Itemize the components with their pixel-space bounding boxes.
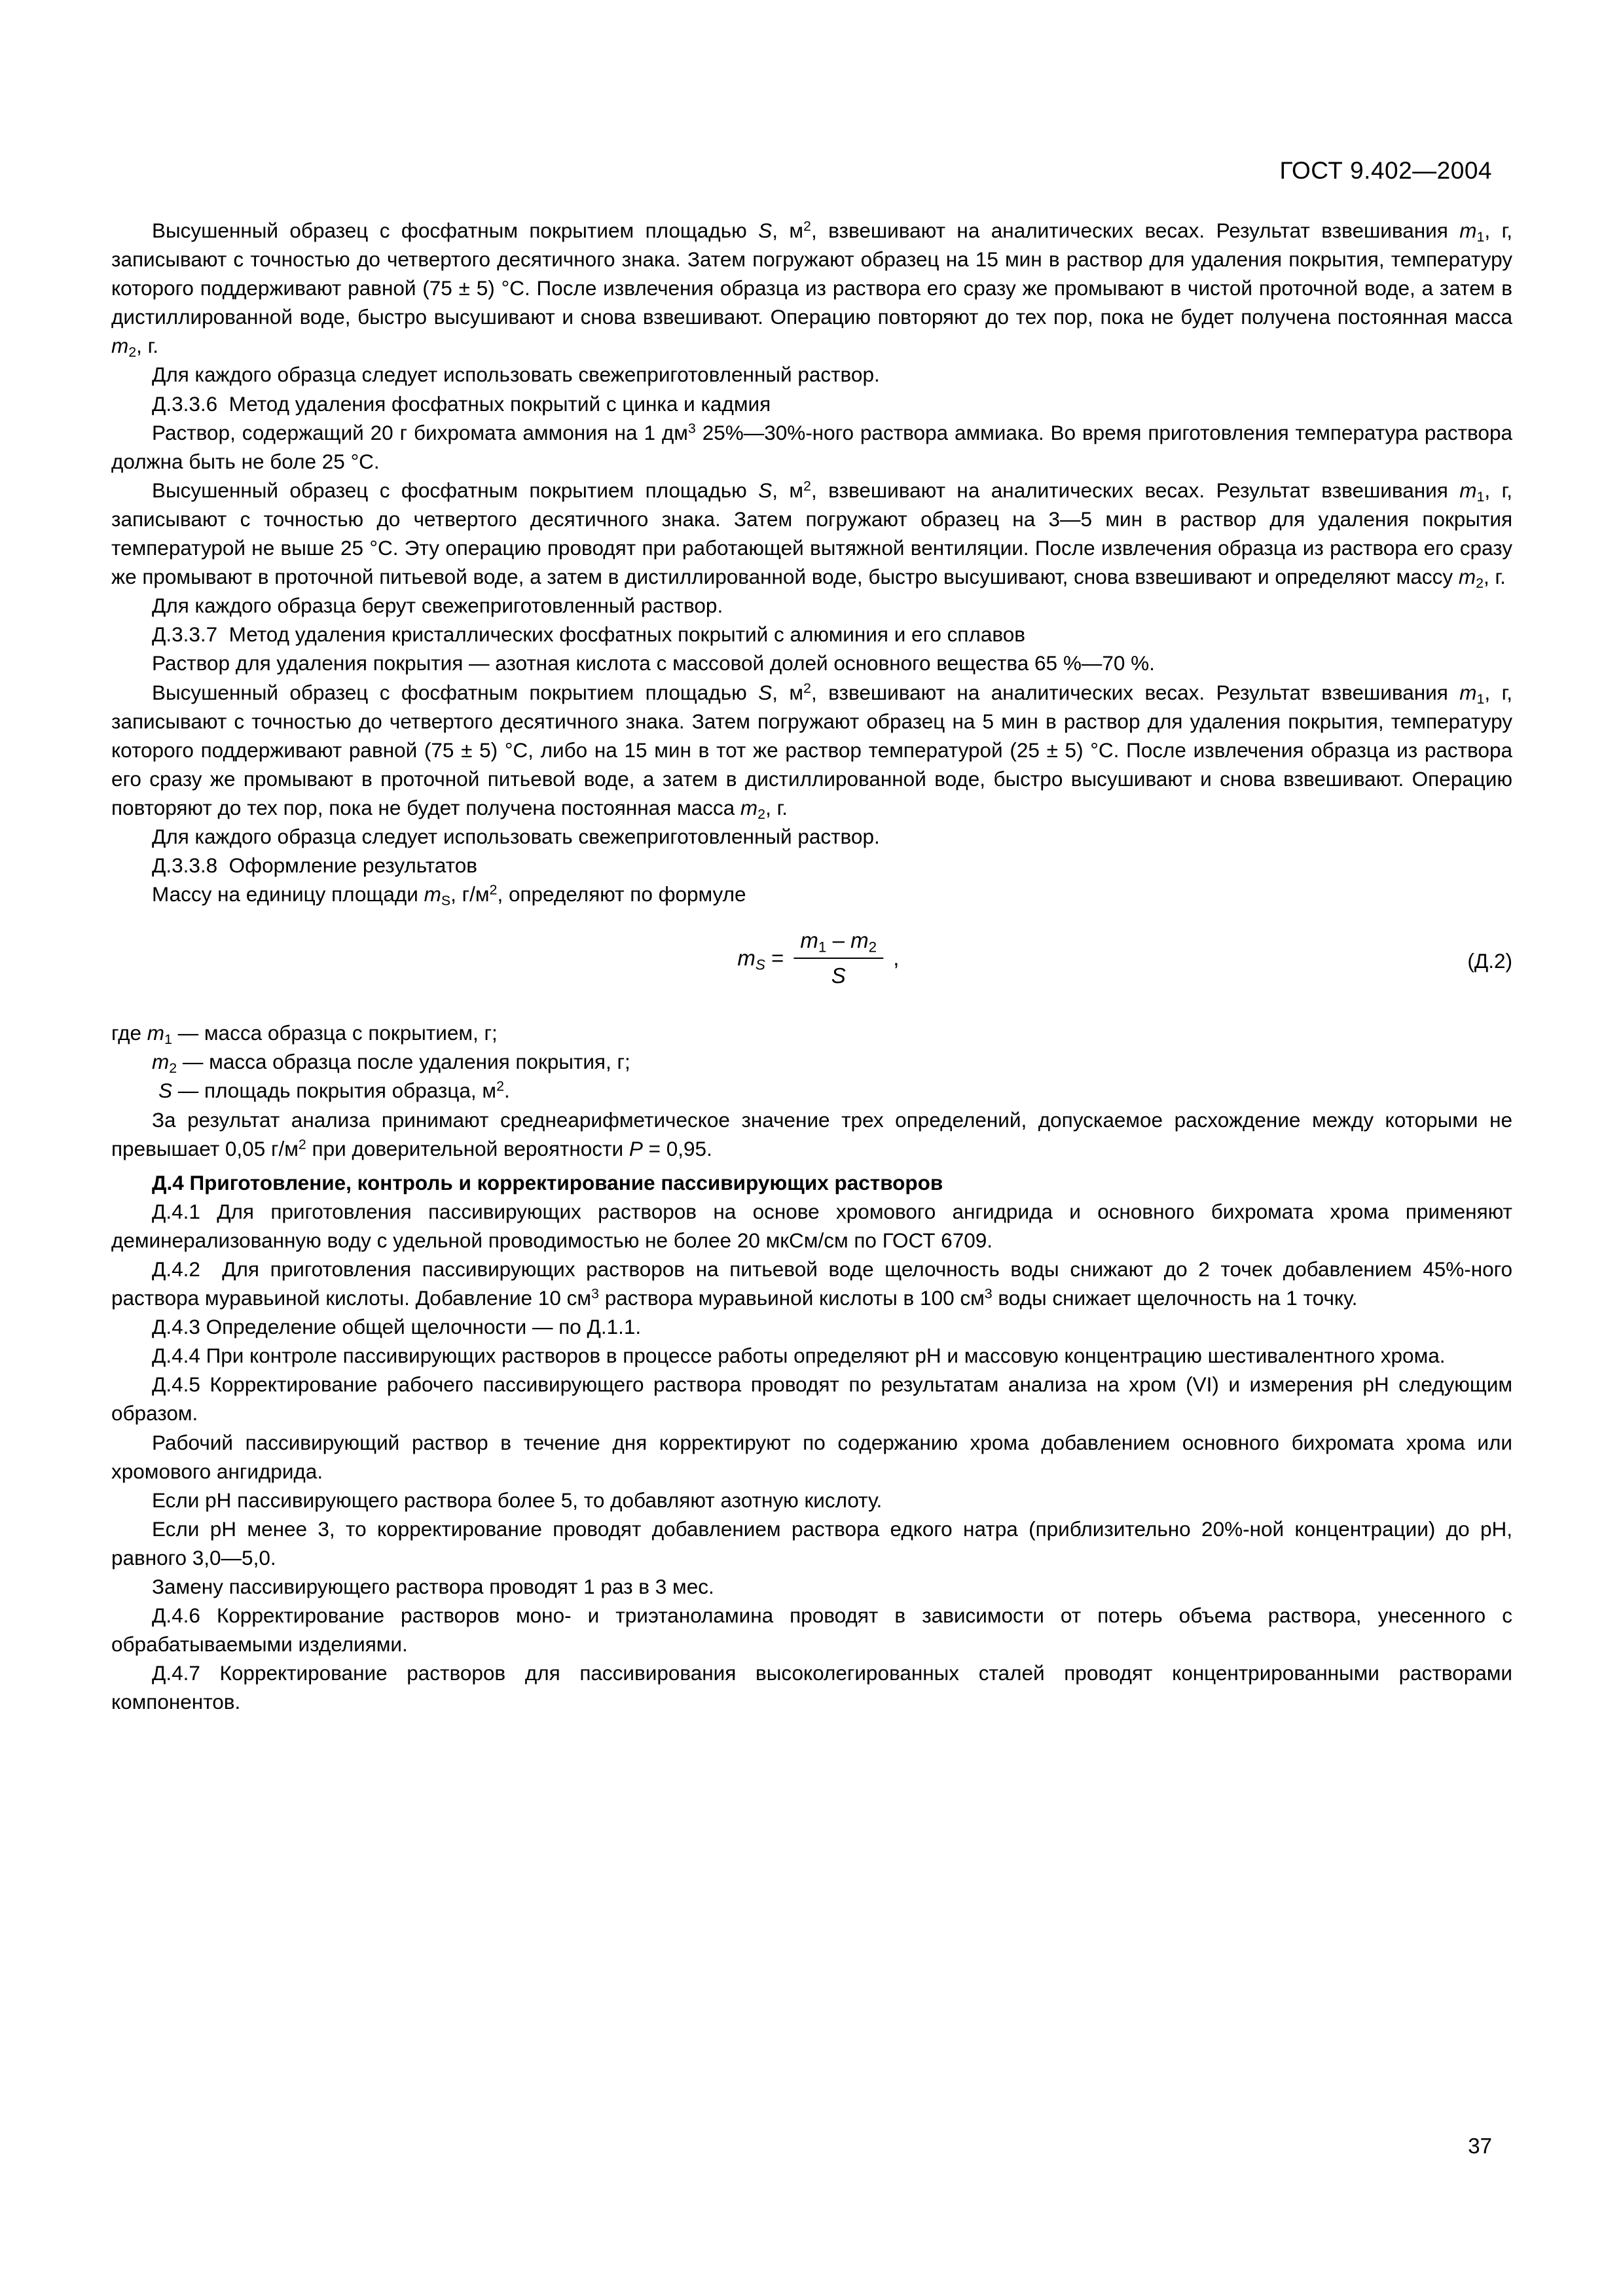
paragraph-10: Для каждого образца следует использовать свежеприготовленный раствор. bbox=[152, 824, 880, 848]
clause-d-4-7: Д.4.7 Корректирование растворов для пассивирования высоколегированных сталей проводят концентрированными растворами компонентов. bbox=[111, 1661, 1512, 1714]
formula-expression bbox=[737, 925, 899, 991]
clause-d-4-4: Д.4.4 При контроле пассивирующих растворов в процессе работы определяют pH и массовую концентрацию шестивалентного хрома. bbox=[152, 1344, 1446, 1368]
section-heading-d-4: Д.4 Приготовление, контроль и корректирование пассивирующих растворов bbox=[152, 1170, 943, 1194]
paragraph-13: За результат анализа принимают среднеарифметическое значение трех определений, допускаемое расхождение между которыми не превышает 0,05 $г/м^2$ при доверительной вероятности P = 0,95. bbox=[111, 1107, 1512, 1160]
paragraph-8: Раствор для удаления покрытия — азотная кислота с массовой долей основного вещества 65 %—70 %. bbox=[152, 651, 1155, 675]
formula-numerator: $m_1 - m_2$ bbox=[800, 928, 877, 956]
page-header-standard-number: ГОСТ 9.402—2004 bbox=[1279, 157, 1492, 184]
formula-lhs: $m_S$ bbox=[737, 946, 765, 973]
paragraph-9: Высушенный образец с фосфатным покрытием площадью S, $м^2$, взвешивают на аналитических весах. Результат взвешивания $m_1$, г, записывают с точностью до четвертого десятичного знака. Затем погружают образец на 5 мин в раствор для удаления покрытия, температуру которого поддерживают равной (75 ± 5) °С, либо на 15 мин в тот же раствор температурой (25 ± 5) °С. После извлечения образца из раствора его сразу же промывают в проточной питьевой воде, а затем в дистиллированной воде, быстро высушивают и снова взвешивают. Операцию повторяют до тех пор, пока не будет получена постоянная масса $m_2$, г. bbox=[111, 679, 1512, 822]
formula-comma: , bbox=[887, 946, 900, 971]
formula-number: (Д.2) bbox=[1467, 949, 1512, 973]
paragraph-1: Высушенный образец с фосфатным покрытием площадью S, $м^2$, взвешивают на аналитических весах. Результат взвешивания $m_1$, г, записывают с точностью до четвертого десятичного знака. Затем погружают образец на 15 мин в раствор для удаления покрытия, температуру которого поддерживают равной (75 ± 5) °С. После извлечения образца из раствора его сразу же промывают в чистой проточной воде, а затем в дистиллированной воде, быстро высушивают и снова взвешивают. Операцию повторяют до тех пор, пока не будет получена постоянная масса $m_2$, г. bbox=[111, 218, 1512, 361]
document-body bbox=[111, 216, 1512, 1717]
page-number: 37 bbox=[1468, 2134, 1492, 2158]
clause-d-3-3-6-heading: Д.3.3.6 Метод удаления фосфатных покрытий с цинка и кадмия bbox=[152, 391, 771, 416]
paragraph-12: Массу на единицу площади $m_S$, $г/м^2$, определяют по формуле bbox=[152, 882, 746, 909]
clause-d-4-5: Д.4.5 Корректирование рабочего пассивирующего раствора проводят по результатам анализа на хром (VI) и измерения pH следующим образом. bbox=[111, 1372, 1512, 1426]
formula-fraction bbox=[793, 925, 883, 991]
where-line-3: S — площадь покрытия образца, $м^2$. bbox=[158, 1078, 510, 1103]
paragraph-22: Замену пассивирующего раствора проводят 1 раз в 3 мес. bbox=[152, 1575, 714, 1599]
paragraph-21: Если pH менее 3, то корректирование проводят добавлением раствора едкого натра (приблизительно 20%-ной концентрации) до pH, равного 3,0—5,0. bbox=[111, 1516, 1512, 1570]
clause-d-4-1: Д.4.1 Для приготовления пассивирующих растворов на основе хромового ангидрида и основного бихромата хрома применяют деминерализованную воду с удельной проводимостью не более 20 мкСм/см по ГОСТ 6709. bbox=[111, 1199, 1512, 1252]
where-line-2: $m_2$ — масса образца после удаления покрытия, г; bbox=[152, 1050, 630, 1077]
where-line-1: где $m_1$ — масса образца с покрытием, г; bbox=[111, 1021, 498, 1048]
formula-denominator: S bbox=[793, 958, 883, 991]
clause-d-4-2: Д.4.2 Для приготовления пассивирующих растворов на питьевой воде щелочность воды снижают до 2 точек добавлением 45%-ного раствора муравьиной кислоты. Добавление 10 $см^3$ раствора муравьиной кислоты в 100 $см^3$ воды снижает щелочность на 1 точку. bbox=[111, 1257, 1512, 1310]
paragraph-6: Для каждого образца берут свежеприготовленный раствор. bbox=[152, 594, 723, 618]
formula-d-2 bbox=[111, 925, 1512, 1004]
clause-d-4-3: Д.4.3 Определение общей щелочности — по Д.1.1. bbox=[152, 1315, 642, 1339]
formula-equals: = bbox=[765, 946, 790, 971]
paragraph-2: Для каждого образца следует использовать свежеприготовленный раствор. bbox=[152, 363, 880, 387]
paragraph-5: Высушенный образец с фосфатным покрытием площадью S, $м^2$, взвешивают на аналитических весах. Результат взвешивания $m_1$, г, записывают с точностью до четвертого десятичного знака. Затем погружают образец на 3—5 мин в раствор для удаления покрытия температурой не выше 25 °С. Эту операцию проводят при работающей вытяжной вентиляции. После извлечения образца из раствора его сразу же промывают в проточной питьевой воде, а затем в дистиллированной воде, быстро высушивают, снова взвешивают и определяют массу $m_2$, г. bbox=[111, 478, 1512, 592]
clause-d-3-3-7-heading: Д.3.3.7 Метод удаления кристаллических фосфатных покрытий с алюминия и его сплавов bbox=[152, 622, 1025, 647]
clause-d-4-6: Д.4.6 Корректирование растворов моно- и триэтаноламина проводят в зависимости от потерь объема раствора, унесенного с обрабатываемыми изделиями. bbox=[111, 1604, 1512, 1657]
paragraph-4: Раствор, содержащий 20 г бихромата аммония на 1 $дм^3$ 25%—30%-ного раствора аммиака. Во время приготовления температура раствора должна быть не боле 25 °С. bbox=[111, 420, 1512, 473]
paragraph-20: Если pH пассивирующего раствора более 5, то добавляют азотную кислоту. bbox=[152, 1488, 883, 1512]
paragraph-19: Рабочий пассивирующий раствор в течение дня корректируют по содержанию хрома добавлением основного бихромата хрома или хромового ангидрида. bbox=[111, 1430, 1512, 1483]
clause-d-3-3-8-heading: Д.3.3.8 Оформление результатов bbox=[152, 853, 477, 878]
